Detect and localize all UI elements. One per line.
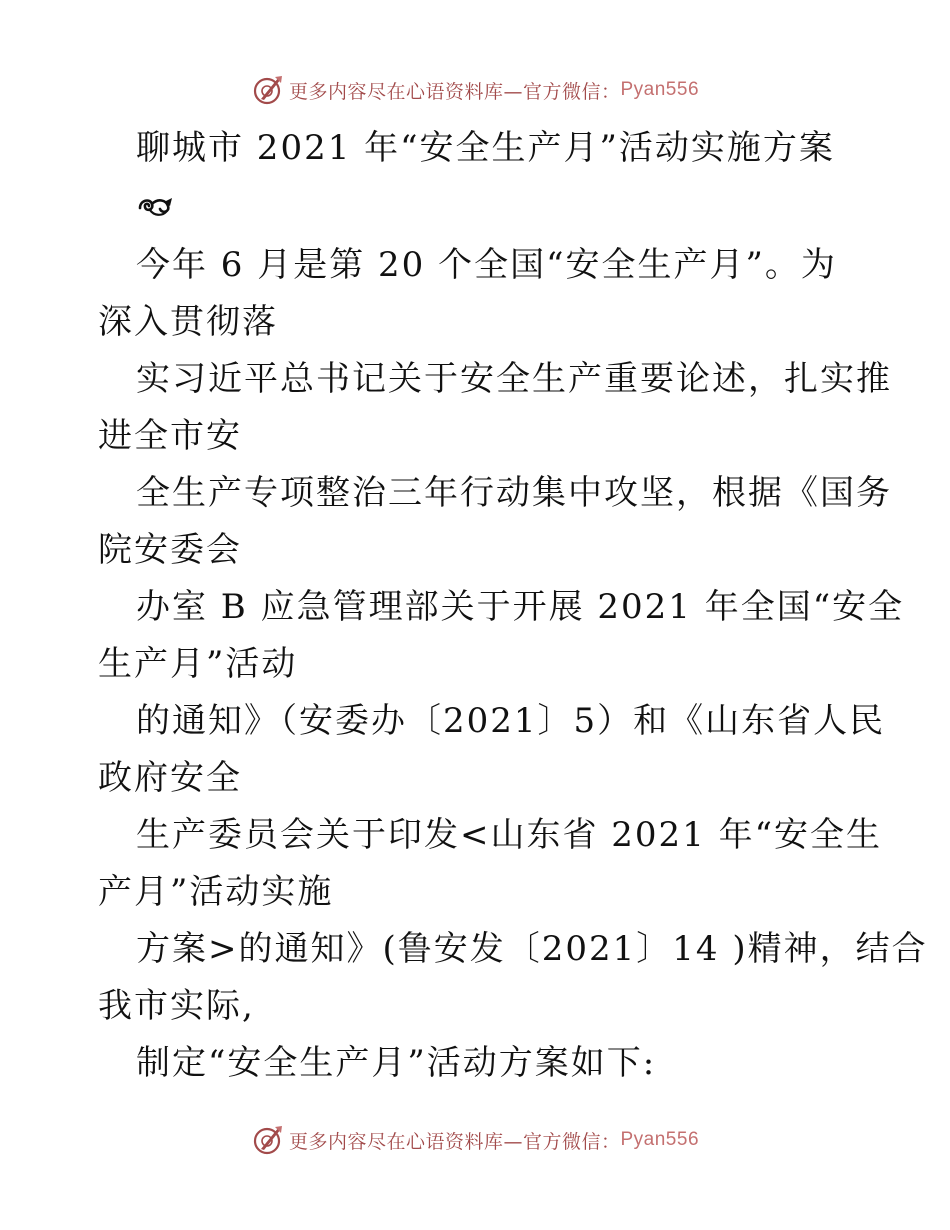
- paragraph-line: 院安委会: [98, 530, 242, 570]
- swirl-ornament-icon: [136, 194, 176, 220]
- paragraph-line: 方案>的通知》(鲁安发〔2021〕14 )精神，结合: [136, 929, 928, 969]
- watermark-text: 更多内容尽在心语资料库—官方微信：: [288, 80, 621, 103]
- paragraph-line: 的通知》（安委办〔2021〕5）和《山东省人民: [136, 701, 886, 741]
- paragraph-line: 生产委员会关于印发<山东省 2021 年“安全生: [136, 815, 883, 855]
- paragraph-line: 办室 B 应急管理部关于开展 2021 年全国“安全: [136, 587, 905, 627]
- footer-watermark: [0, 1120, 950, 1160]
- paragraph-line: 政府安全: [98, 758, 242, 798]
- watermark-text: 更多内容尽在心语资料库—官方微信：: [288, 1130, 621, 1153]
- quill-circle-icon: [251, 1123, 285, 1157]
- document-title: 聊城市 2021 年“安全生产月”活动实施方案: [136, 128, 835, 168]
- document-body: [98, 120, 928, 1092]
- paragraph-line: 全生产专项整治三年行动集中攻坚，根据《国务: [136, 473, 892, 513]
- paragraph-line: 产月”活动实施: [98, 872, 334, 912]
- paragraph-line: 实习近平总书记关于安全生产重要论述，扎实推: [136, 359, 892, 399]
- watermark-wechat-id: Pyan556: [620, 1129, 700, 1150]
- paragraph-line: 制定“安全生产月”活动方案如下:: [136, 1043, 657, 1083]
- quill-circle-icon: [251, 73, 285, 107]
- paragraph-line: 生产月”活动: [98, 644, 298, 684]
- header-watermark: [0, 70, 950, 110]
- paragraph-line: 进全市安: [98, 416, 242, 456]
- paragraph-line: 我市实际,: [98, 986, 255, 1026]
- paragraph-line: 今年 6 月是第 20 个全国“安全生产月”。为: [136, 245, 837, 285]
- ornament-row: [98, 177, 858, 237]
- paragraph-line: 深入贯彻落: [98, 302, 278, 342]
- watermark-wechat-id: Pyan556: [620, 79, 700, 100]
